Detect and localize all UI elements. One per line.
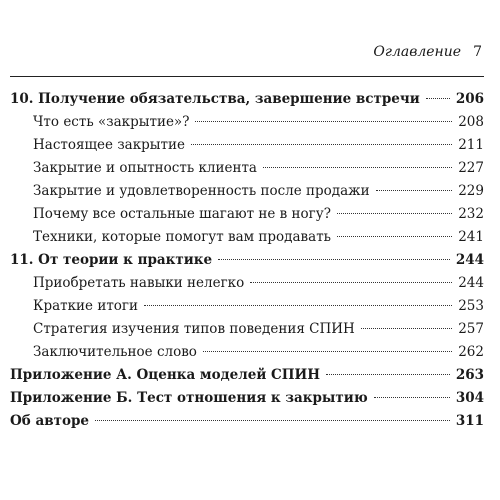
running-header-title: Оглавление [373, 44, 462, 60]
toc-entry-title: Закрытие и удовлетворенность после продажи [33, 183, 370, 199]
dot-leader [326, 374, 450, 375]
toc-entry-title: Об авторе [10, 413, 89, 429]
dot-leader [426, 98, 450, 99]
toc-entry-title: Приложение А. Оценка моделей СПИН [10, 367, 321, 383]
toc-entry-title: Приложение Б. Тест отношения к закрытию [10, 390, 368, 406]
toc-section-entry [10, 180, 484, 203]
toc-entry-page: 229 [458, 183, 484, 199]
page-number: 7 [473, 44, 482, 60]
header-rule [10, 76, 484, 77]
toc-entry-page: 253 [458, 298, 484, 314]
toc-entry-page: 311 [455, 413, 484, 429]
toc-entry-title: Стратегия изучения типов поведения СПИН [33, 321, 355, 337]
dot-leader [250, 282, 452, 283]
toc-entry-title: 10. Получение обязательства, завершение встречи [10, 91, 420, 107]
dot-leader [374, 397, 450, 398]
toc-entry-page: 257 [458, 321, 484, 337]
dot-leader [191, 144, 452, 145]
toc-entry-page: 241 [458, 229, 484, 245]
toc-entry-page: 244 [455, 252, 484, 268]
toc-chapter-entry [10, 88, 484, 111]
toc-entry-title: Настоящее закрытие [33, 137, 186, 153]
toc-section-entry [10, 157, 484, 180]
toc-section-entry [10, 318, 484, 341]
toc-entry-title: Почему все остальные шагают не в ногу? [33, 206, 331, 222]
dot-leader [263, 167, 452, 168]
toc-entry-title: Краткие итоги [33, 298, 138, 314]
table-of-contents [10, 88, 484, 433]
toc-chapter-entry [10, 249, 484, 272]
toc-entry-page: 262 [458, 344, 484, 360]
toc-entry-title: Приобретать навыки нелегко [33, 275, 245, 291]
toc-chapter-entry [10, 410, 484, 433]
toc-entry-title: Что есть «закрытие»? [33, 114, 190, 130]
toc-entry-page: 244 [458, 275, 484, 291]
toc-section-entry [10, 295, 484, 318]
toc-chapter-entry [10, 364, 484, 387]
toc-entry-page: 227 [458, 160, 484, 176]
dot-leader [337, 213, 452, 214]
toc-entry-page: 304 [455, 390, 484, 406]
toc-section-entry [10, 203, 484, 226]
toc-entry-page: 211 [458, 137, 484, 153]
toc-chapter-entry [10, 387, 484, 410]
dot-leader [144, 305, 452, 306]
dot-leader [337, 236, 452, 237]
dot-leader [195, 121, 452, 122]
running-header [373, 44, 482, 60]
toc-section-entry [10, 134, 484, 157]
toc-entry-title: Техники, которые помогут вам продавать [33, 229, 332, 245]
toc-entry-page: 206 [455, 91, 484, 107]
dot-leader [218, 259, 450, 260]
toc-entry-page: 232 [458, 206, 484, 222]
toc-entry-page: 208 [458, 114, 484, 130]
toc-entry-title: 11. От теории к практике [10, 252, 213, 268]
dot-leader [203, 351, 452, 352]
dot-leader [361, 328, 452, 329]
toc-section-entry [10, 341, 484, 364]
toc-entry-title: Заключительное слово [33, 344, 197, 360]
toc-entry-page: 263 [455, 367, 484, 383]
toc-section-entry [10, 226, 484, 249]
dot-leader [95, 420, 450, 421]
toc-entry-title: Закрытие и опытность клиента [33, 160, 257, 176]
toc-section-entry [10, 111, 484, 134]
dot-leader [376, 190, 452, 191]
toc-section-entry [10, 272, 484, 295]
